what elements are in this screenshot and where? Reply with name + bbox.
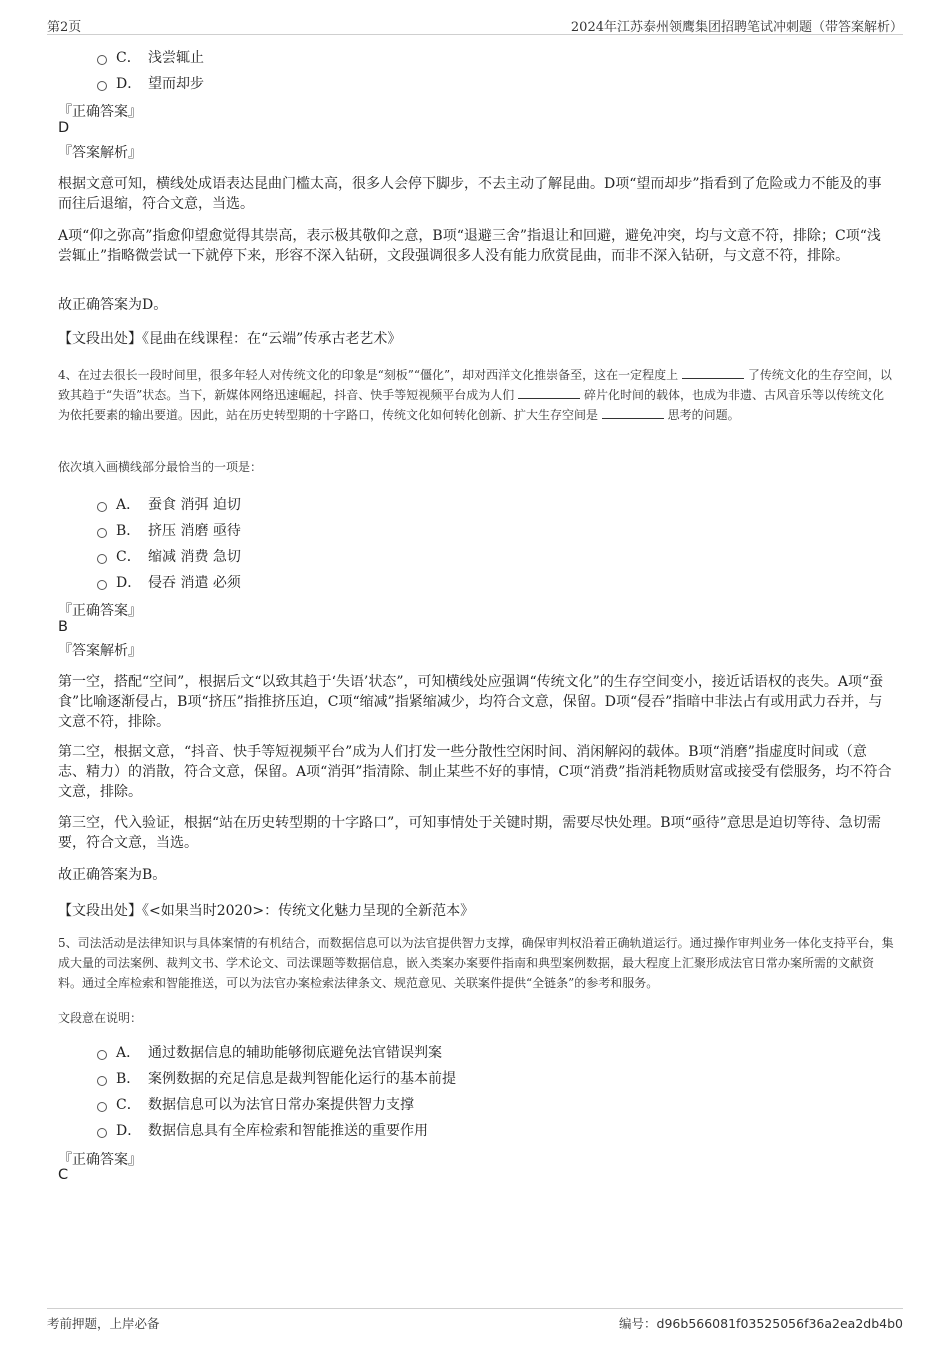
option-text: 蚕食 消弭 迫切 [148,497,241,513]
page-number: 第2页 [47,20,82,35]
fill-blank [682,366,744,379]
analysis-paragraph: 第一空，搭配“空间”，根据后文“以致其趋于‘失语’状态”，可知横线处应强调“传统文化”的生存空间变小，接近话语权的丧失。A项“蚕食”比喻逐渐侵占，B项“挤压”指推挤压迫，C项“缩减”指紧缩减少，均符合文意，保留。D项“侵吞”指暗中非法占有或用武力吞并，与文意不符，排除。 [58,674,884,730]
analysis-conclusion: 故正确答案为B。 [58,867,167,883]
footer-slogan: 考前押题，上岸必备 [47,1316,160,1331]
question-5-text: 5、司法活动是法律知识与具体案情的有机结合，而数据信息可以为法官提供智力支撑，确保审判权沿着正确轨道运行。通过操作审判业务一体化支持平台，集成大量的司法案例、裁判文书、学术论文、司法课题等数据信息，嵌入类案办案要件指南和典型案例数据，最大程度上汇聚形成法官日常办案所需的文献资料。通过全库检索和智能推送，可以为法官办案检索法律条文、规范意见、关联案件提供“全链条”的参考和服务。 [58,936,894,990]
option-text: 望而却步 [148,76,204,92]
option-text: 挤压 消磨 亟待 [148,523,241,539]
option-text: 侵吞 消遣 必须 [148,575,241,591]
question-prompt: 文段意在说明： [58,1011,143,1025]
analysis-label: 『答案解析』 [58,643,142,659]
radio-icon[interactable] [97,1128,107,1138]
radio-icon[interactable] [97,1076,107,1086]
option-text: 数据信息可以为法官日常办案提供智力支撑 [148,1097,414,1113]
question-prompt: 依次填入画横线部分最恰当的一项是： [58,460,263,474]
fill-blank [518,386,580,399]
page-header [47,14,903,35]
radio-icon[interactable] [97,502,107,512]
correct-answer-label: 『正确答案』 [58,104,142,120]
option-q3-c[interactable]: C． 浅尝辄止 [97,47,204,67]
correct-answer: B [58,619,68,635]
analysis-paragraph: 第二空，根据文意，“抖音、快手等短视频平台”成为人们打发一些分散性空闲时间、消闲解闷的载体。B项“消磨”指虚度时间或（意志、精力）的消散，符合文意，保留。A项“消弭”指清除、制止某些不好的事情，C项“消费”指消耗物质财富或接受有偿服务，均不符合文意，排除。 [58,744,892,800]
question-4-text: 4、在过去很长一段时间里，很多年轻人对传统文化的印象是“刻板”“僵化”，却对西洋文化推崇备至，这在一定程度上 了传统文化的生存空间，以致其趋于“失语”状态。当下，新媒体网络迅速崛起，抖音、快手等短视频平台成为人们 碎片化时间的载体，也成为非遗、古风音乐等以传统文化为依托要素的输出要道。因此，站在历史转型期的十字路口，传统文化如何转化创新、扩大生存空间是 思考的问题。 [58,368,892,422]
analysis-paragraph: 根据文意可知，横线处成语表达昆曲门槛太高，很多人会停下脚步，不去主动了解昆曲。D项“望而却步”指看到了危险或力不能及的事而往后退缩，符合文意，当选。 [58,176,882,212]
option-q5-c[interactable]: C． 数据信息可以为法官日常办案提供智力支撑 [97,1094,414,1114]
analysis-label: 『答案解析』 [58,145,142,161]
option-q5-a[interactable]: A． 通过数据信息的辅助能够彻底避免法官错误判案 [97,1042,442,1062]
option-q4-d[interactable]: D． 侵吞 消遣 必须 [97,572,241,592]
option-q4-b[interactable]: B． 挤压 消磨 亟待 [97,520,241,540]
radio-icon[interactable] [97,580,107,590]
radio-icon[interactable] [97,554,107,564]
option-text: 数据信息具有全库检索和智能推送的重要作用 [148,1123,428,1139]
radio-icon[interactable] [97,1050,107,1060]
analysis-conclusion: 故正确答案为D。 [58,297,168,313]
radio-icon[interactable] [97,1102,107,1112]
page-footer [47,1308,903,1339]
option-q3-d[interactable]: D． 望而却步 [97,73,204,93]
option-q4-a[interactable]: A． 蚕食 消弭 迫切 [97,494,241,514]
source-citation: 【文段出处】《昆曲在线课程：在“云端”传承古老艺术》 [58,331,402,347]
option-q5-d[interactable]: D． 数据信息具有全库检索和智能推送的重要作用 [97,1120,428,1140]
correct-answer: D [58,120,70,136]
option-text: 缩减 消费 急切 [148,549,241,565]
document-code: 编号：d96b566081f03525056f36a2ea2db4b0 [619,1316,903,1331]
correct-answer-label: 『正确答案』 [58,603,142,619]
source-citation: 【文段出处】《<如果当时2020>：传统文化魅力呈现的全新范本》 [58,903,475,919]
radio-icon[interactable] [97,55,107,65]
option-text: 案例数据的充足信息是裁判智能化运行的基本前提 [148,1071,456,1087]
document-title: 2024年江苏泰州领鹰集团招聘笔试冲刺题（带答案解析） [570,20,903,35]
correct-answer-label: 『正确答案』 [58,1152,142,1168]
option-q5-b[interactable]: B． 案例数据的充足信息是裁判智能化运行的基本前提 [97,1068,456,1088]
option-text: 浅尝辄止 [148,50,204,66]
fill-blank [602,406,664,419]
analysis-paragraph: A项“仰之弥高”指愈仰望愈觉得其崇高，表示极其敬仰之意，B项“退避三舍”指退让和回避，避免冲突，均与文意不符，排除；C项“浅尝辄止”指略微尝试一下就停下来，形容不深入钻研，文段强调很多人没有能力欣赏昆曲，而非不深入钻研，与文意不符，排除。 [58,228,881,264]
analysis-paragraph: 第三空，代入验证，根据“站在历史转型期的十字路口”，可知事情处于关键时期，需要尽快处理。B项“亟待”意思是迫切等待、急切需要，符合文意，当选。 [58,815,881,851]
option-q4-c[interactable]: C． 缩减 消费 急切 [97,546,241,566]
radio-icon[interactable] [97,81,107,91]
correct-answer: C [58,1167,69,1183]
option-text: 通过数据信息的辅助能够彻底避免法官错误判案 [148,1045,442,1061]
radio-icon[interactable] [97,528,107,538]
